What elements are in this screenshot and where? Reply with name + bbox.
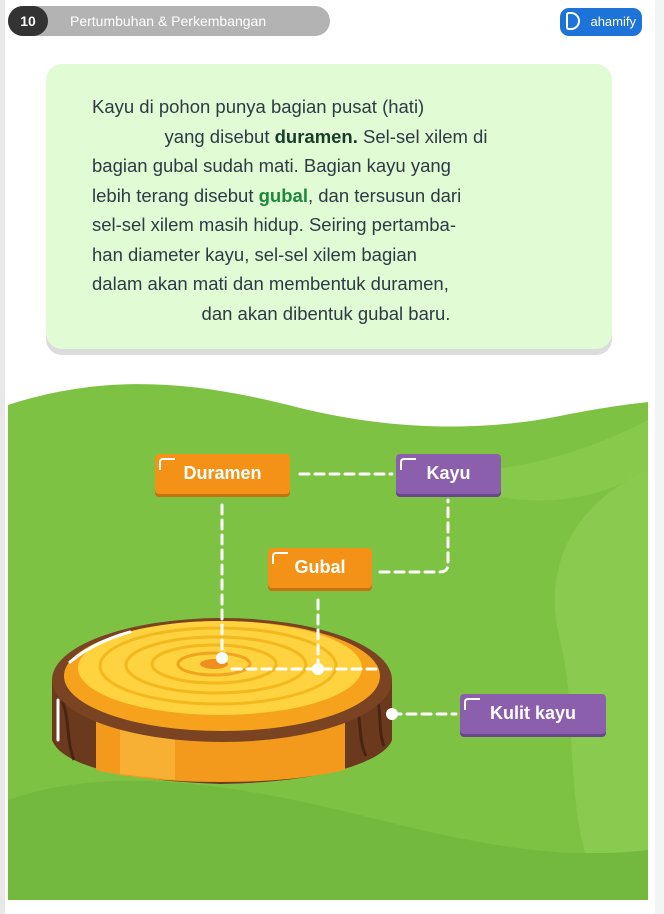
text-line: dan akan dibentuk gubal baru. [201,302,451,324]
corner-mark-icon [464,698,480,710]
text-line: Kayu di pohon punya bagian pusat (hati) [92,96,425,117]
label-kayu: Kayu [396,454,501,494]
marker-dot-bark [386,708,398,720]
marker-dot-duramen [216,652,228,664]
term-gubal: gubal [258,184,308,206]
corner-mark-icon [400,458,416,470]
corner-mark-icon [159,458,175,470]
label-duramen: Duramen [155,454,290,494]
label-gubal: Gubal [268,548,372,588]
text-line: bagian gubal sudah mati. Bagian kayu yang [92,155,451,176]
label-kulit-kayu: Kulit kayu [460,694,606,734]
text-line: lebih terang disebut gubal, dan tersusun dari [92,184,462,206]
text-line: sel-sel xilem masih hidup. Seiring pertamba- [92,214,456,235]
page-number-badge: 10 [8,6,48,36]
marker-dot-gubal [312,663,324,675]
text-line: han diameter kayu, sel-sel xilem bagian [92,243,417,265]
brand-name: ahamify [590,14,636,29]
term-duramen: duramen. [274,125,358,147]
text-line: dalam akan mati dan membentuk duramen, [92,273,449,294]
chapter-title: Pertumbuhan & Perkembangan [70,13,267,29]
corner-mark-icon [272,552,288,564]
text-line: yang disebut duramen. Sel-sel xilem di [164,125,488,147]
